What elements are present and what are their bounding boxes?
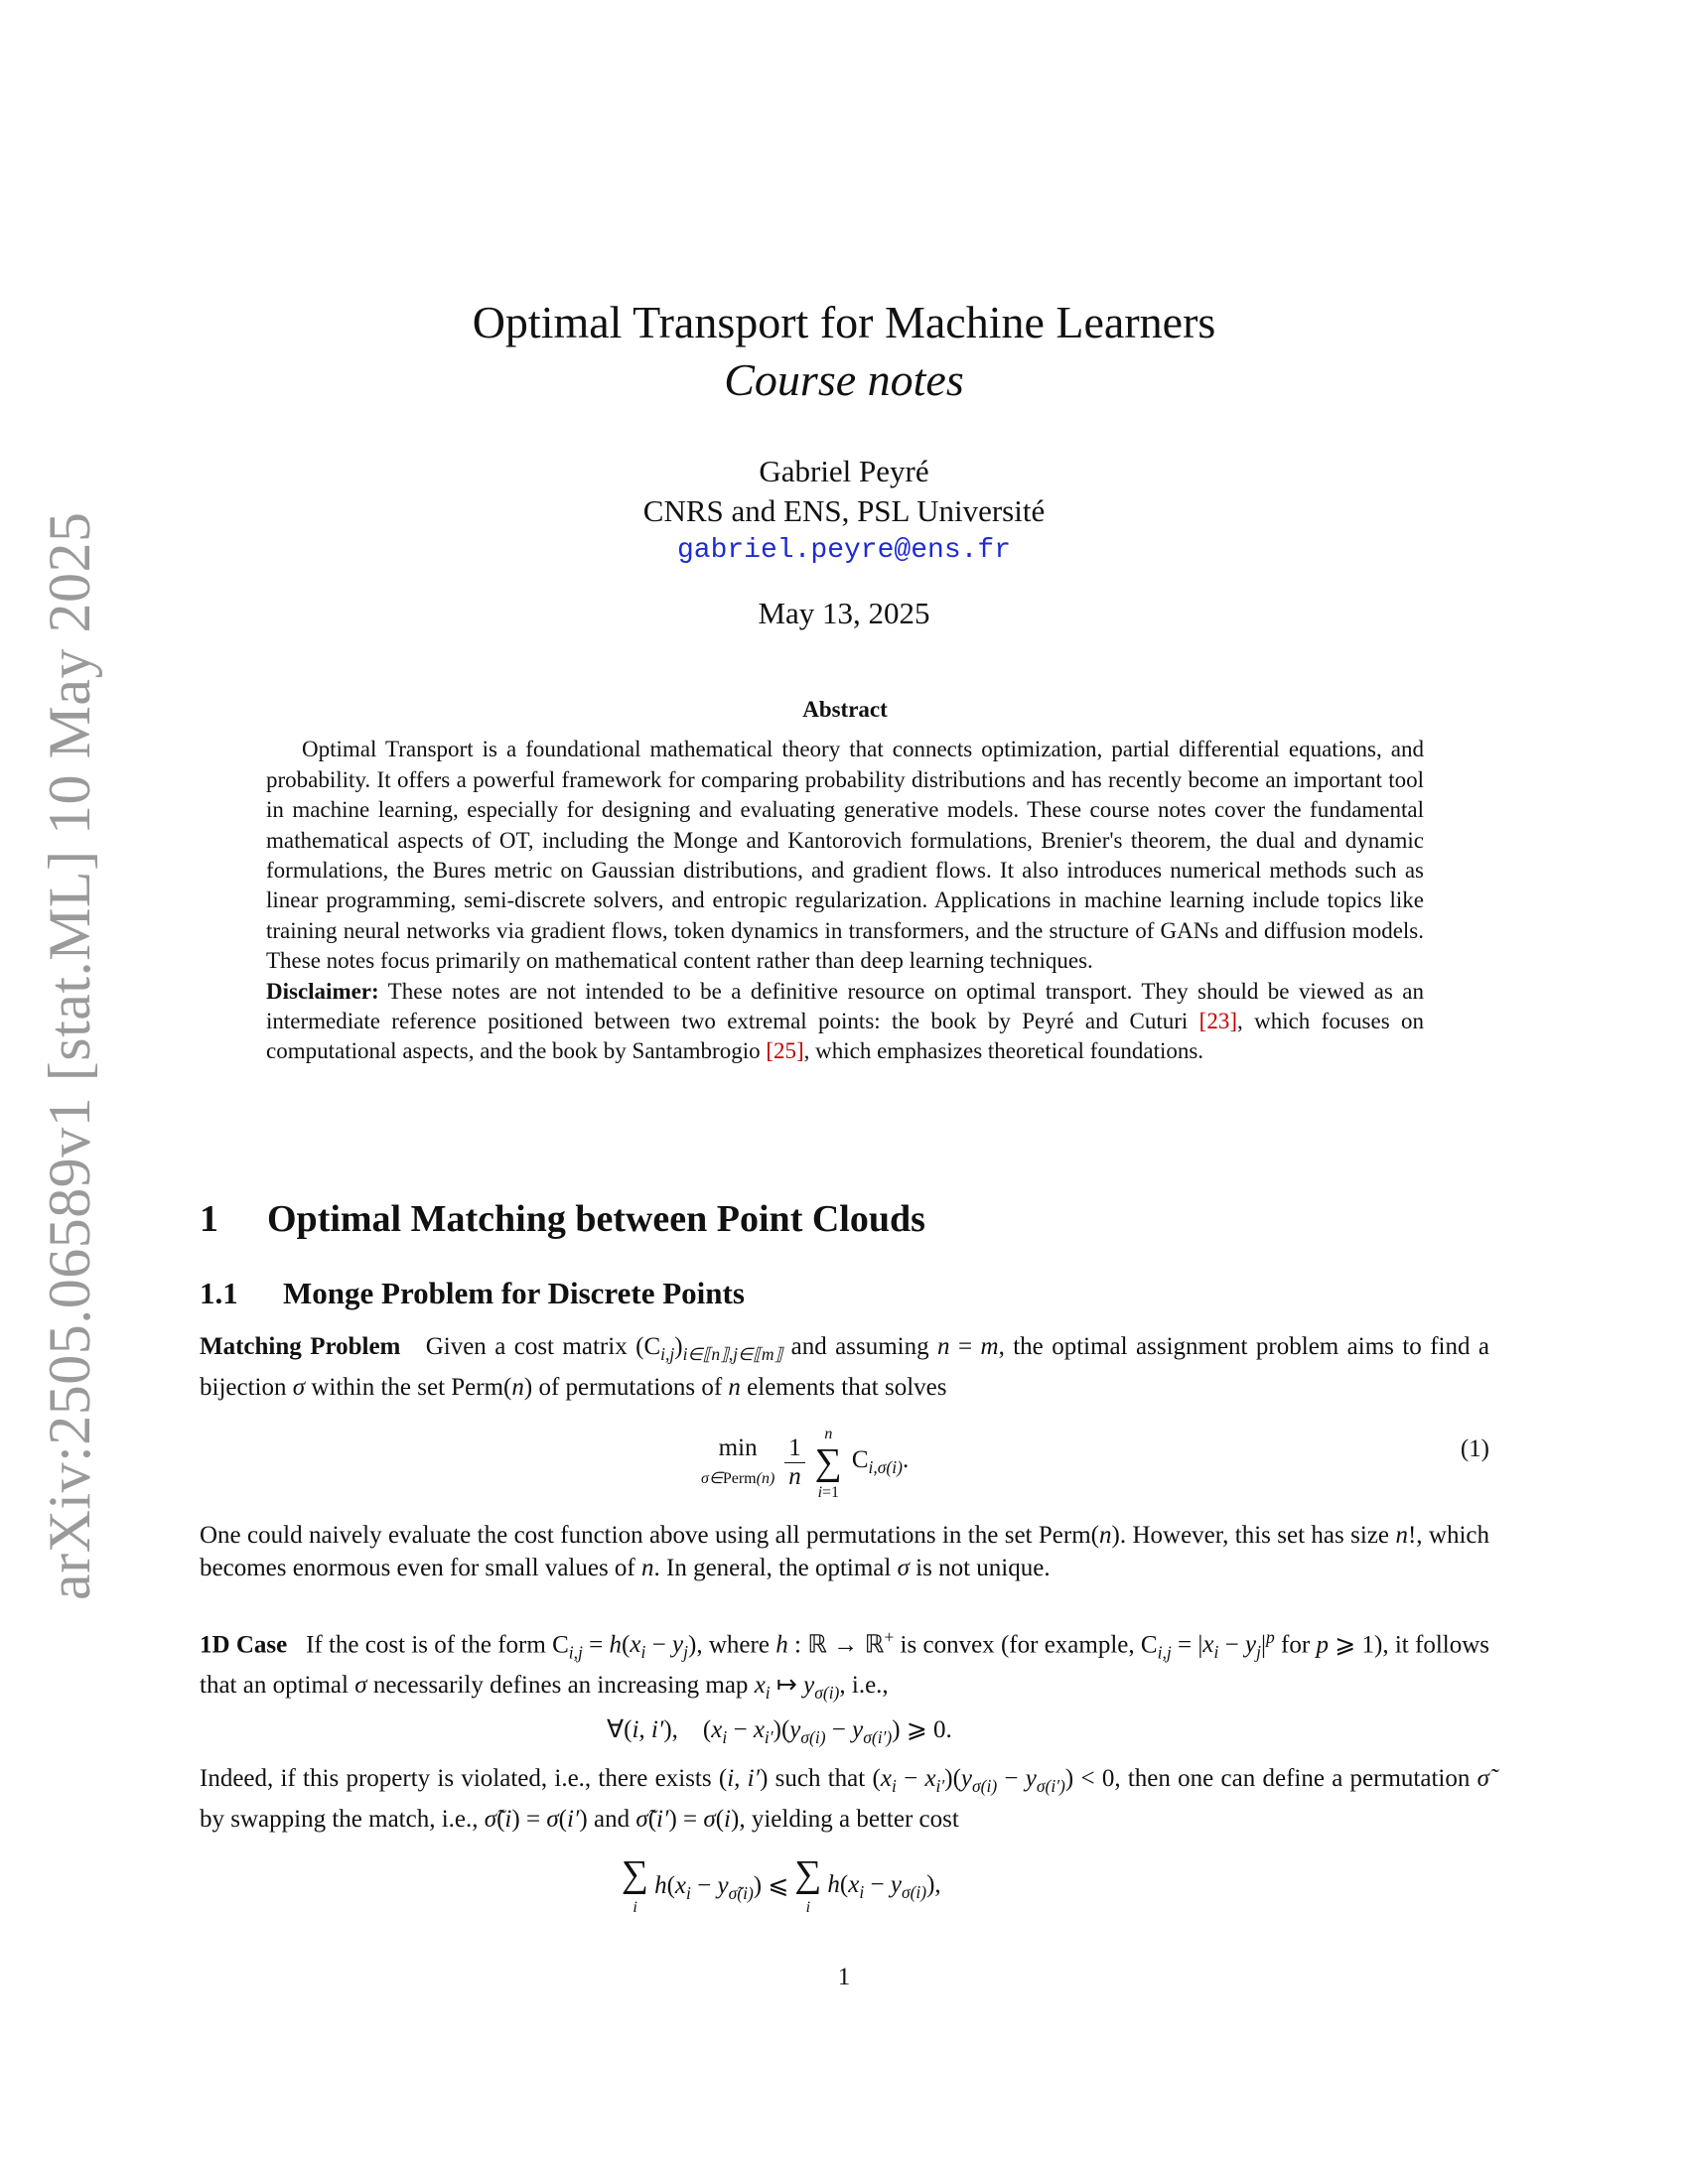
equation-1-body: min σ∈Perm(n) $\frac{1}{n}$ n ∑ i=1 $C_{i,\sigma(i)}$. — [701, 1422, 909, 1503]
author-affiliation: CNRS and ENS, PSL Université — [642, 493, 1046, 528]
case1d-text-f: necessarily defines an increasing map — [366, 1672, 755, 1700]
min-operator: min σ∈Perm(n) — [701, 1434, 775, 1487]
abstract — [266, 695, 1424, 1067]
para2-text-a: One could naively evaluate the cost function above using all permutations in the set Perm( — [200, 1522, 1099, 1549]
equation-better-cost-body: ∑ i $h(x_i - y_{\sigmã(i)})$ ⩽ ∑ i $h(x_i - y_{\sigma(i)})$, — [622, 1854, 941, 1919]
author-block — [0, 452, 1688, 571]
case1d-text-c: is convex (for example, C — [894, 1631, 1158, 1659]
para4-text-e: and — [587, 1806, 636, 1833]
equation-1-number: (1) — [1460, 1435, 1489, 1462]
paper-date: May 13, 2025 — [758, 596, 930, 630]
para4-text-d: by swapping the match, i.e., — [200, 1806, 485, 1833]
title-block — [0, 294, 1688, 409]
section-1-1-heading — [200, 1275, 1489, 1312]
paper-title: Optimal Transport for Machine Learners — [472, 297, 1216, 347]
matching-text-e: ) of permutations of — [523, 1374, 729, 1401]
paper-subtitle: Course notes — [724, 354, 964, 405]
section-1-1-number: 1.1 — [200, 1276, 238, 1310]
case1d-text-a: If the cost is of the form C — [306, 1631, 569, 1659]
citation-link-25[interactable]: [25] — [766, 1038, 804, 1064]
equation-monotone-body: ∀(i, i′), $(x_i - x_{i'})(y_{\sigma(i)} - y_{\sigma(i')})$ ⩾ 0. — [607, 1716, 952, 1747]
para4-text-a: Indeed, if this property is violated, i.e., there exists — [200, 1765, 719, 1792]
abstract-body: Optimal Transport is a foundational mathematical theory that connects optimization, partial differential equations, and probability. It offers a powerful framework for comparing probability distributions and has recently become an important tool in machine learning, especially for designing and evaluating generative models. These course notes cover the fundamental mathematical aspects of OT, including the Monge and Kantorovich formulations, Brenier's theorem, the dual and dynamic formulations, the Bures metric on Gaussian distributions, and gradient flows. It also introduces numerical methods such as linear programming, semi-discrete solvers, and entropic regularization. Applications in machine learning include topics like training neural networks via gradient flows, token dynamics in transformers, and the structure of GANs and diffusion models. These notes focus primarily on mathematical content rather than deep learning techniques. — [266, 737, 1424, 974]
disclaimer-text-b: , which focuses on computational aspects, and the book by Santambrogio — [266, 1009, 1425, 1064]
sum-operator: n ∑ i=1 — [814, 1426, 842, 1501]
para2-text-c: !, which becomes enormous even for small values of — [200, 1522, 1490, 1581]
para2-text-d: . In general, the optimal — [653, 1555, 898, 1581]
section-1-1-title: Monge Problem for Discrete Points — [283, 1276, 745, 1310]
swap-argument-paragraph: Indeed, if this property is violated, i.e., there exists (i, i′) such that $(x_i - x_{i'})(y_{\sigma(i)} - y_{\sigma(i')}) < 0$, then one can define a permutation σ̃ by swapping the match, i.e., σ̃(i) = σ(i′) and σ̃(i′) = σ(i), yielding a better cost — [200, 1765, 1489, 1833]
abstract-heading: Abstract — [802, 697, 888, 722]
equation-better-cost — [200, 1854, 1489, 1924]
fraction-one-over-n: $\frac{1}{n}$ — [784, 1434, 805, 1491]
para4-text-b: such that — [768, 1765, 873, 1792]
matching-text-d: within the set Perm( — [305, 1374, 512, 1401]
matching-problem-paragraph: Matching Problem Given a cost matrix $(C_{i,j})_{i\in⟦n⟧,j\in⟦m⟧}$ and assuming n = m, the optimal assignment problem aims to find a bijection σ within the set Perm(n) of permutations of n elements that solves — [200, 1333, 1489, 1401]
matching-text-c: , the optimal assignment problem aims to find a bijection — [200, 1333, 1489, 1401]
para2-text-b: ). However, this set has size — [1111, 1522, 1396, 1549]
abstract-disclaimer — [266, 977, 1424, 1067]
matching-text-b: and assuming — [782, 1333, 938, 1360]
disclaimer-label: Disclaimer: — [266, 978, 379, 1004]
page-number: 1 — [837, 1964, 851, 1990]
one-d-case-paragraph: 1D Case If the cost is of the form $C_{i,j} = h(x_i - y_j)$, where h : ℝ → ℝ+ is convex (for example, $C_{i,j} = |x_i - y_j|^p$ for p ⩾ 1), it follows that an optimal σ necessarily defines an increasing map $x_i$ ↦ $y_{\sigma(i)}$, i.e., — [200, 1627, 1490, 1704]
matching-text-f: elements that solves — [740, 1374, 947, 1401]
case1d-text-g: , i.e., — [839, 1672, 889, 1700]
disclaimer-text-a: These notes are not intended to be a definitive resource on optimal transport. They should be viewed as an intermediate reference positioned between two extremal points: the book by Peyré and Cuturi — [266, 978, 1424, 1034]
case1d-text-d: for — [1274, 1631, 1317, 1659]
permutation-count-paragraph: One could naively evaluate the cost function above using all permutations in the set Perm(n). However, this set has size n!, which becomes enormous even for small values of n. In general, the optimal σ is not unique. — [200, 1522, 1490, 1581]
equation-1 — [200, 1412, 1489, 1501]
case1d-text-b: , where — [696, 1631, 776, 1659]
sum-right: ∑ i — [794, 1853, 822, 1916]
section-1-heading — [200, 1196, 1489, 1242]
one-d-case-head: 1D Case — [200, 1631, 288, 1659]
author-email[interactable]: gabriel.peyre@ens.fr — [676, 535, 1012, 566]
arxiv-stamp: arXiv:2505.06589v1 [stat.ML] 10 May 2025 — [37, 511, 102, 1600]
case1d-text-e: ), it follows that an optimal — [200, 1631, 1490, 1700]
section-1-number: 1 — [200, 1198, 218, 1240]
citation-link-23[interactable]: [23] — [1198, 1009, 1237, 1034]
para4-text-c: , then one can define a permutation — [1114, 1765, 1477, 1792]
disclaimer-text-c: , which emphasizes theoretical foundations. — [803, 1038, 1204, 1064]
matching-problem-head: Matching Problem — [200, 1333, 401, 1360]
equation-monotone — [200, 1714, 1489, 1750]
author-name: Gabriel Peyré — [759, 454, 929, 488]
matching-text-a: Given a cost matrix (C — [425, 1333, 661, 1360]
para4-text-f: , yielding a better cost — [739, 1806, 959, 1833]
sum-left: ∑ i — [622, 1853, 649, 1916]
para2-text-e: is not unique. — [909, 1555, 1051, 1581]
section-1-title: Optimal Matching between Point Clouds — [267, 1198, 925, 1240]
